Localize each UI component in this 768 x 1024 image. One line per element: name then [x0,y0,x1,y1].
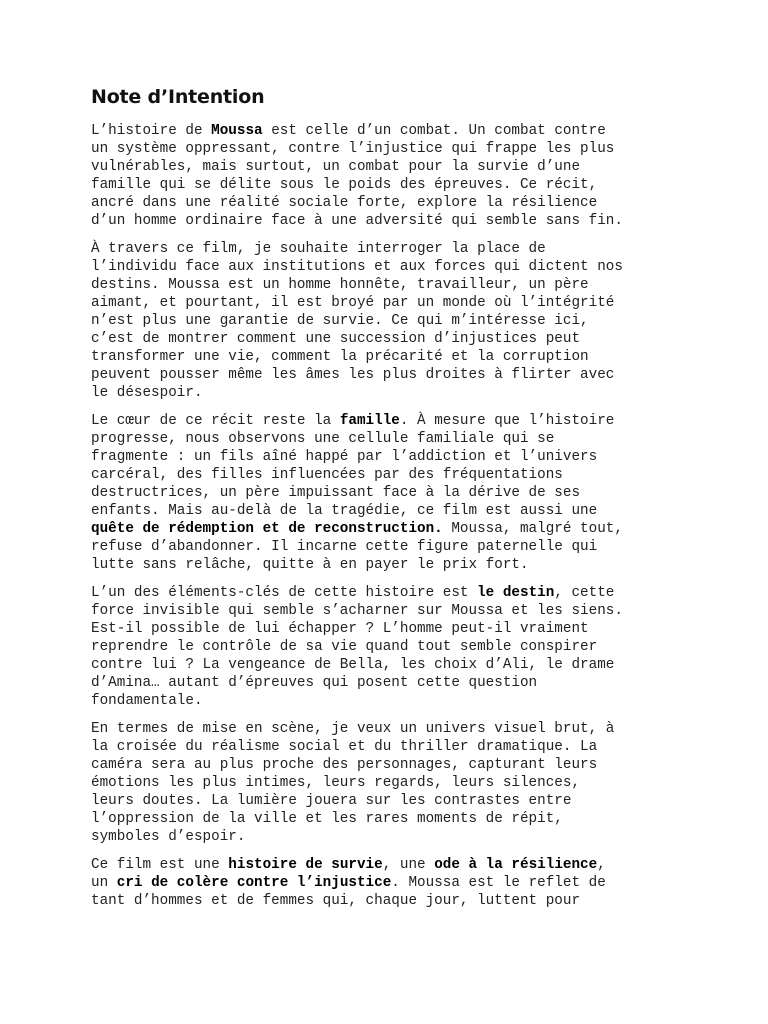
bold-text: ode à la résilience [434,857,598,873]
text-run: aimant, et pourtant, il est broyé par un monde où l’intégrité [91,295,615,311]
text-run: reprendre le contrôle de sa vie quand tout semble conspirer [91,639,598,655]
text-run: fragmente : un fils aîné happé par l’addiction et l’univers [91,449,598,465]
text-run: carcéral, des filles influencées par des fréquentations [91,467,563,483]
text-run: transformer une vie, comment la précarité et la corruption [91,349,589,365]
text-run: contre lui ? La vengeance de Bella, les choix d’Ali, le drame [91,657,615,673]
text-run: force invisible qui semble s’acharner sur Moussa et les siens. [91,603,623,619]
text-run: Moussa, malgré tout, [442,521,623,537]
paragraph [91,720,691,846]
text-run: L’histoire de [91,123,212,139]
text-run: , [597,857,606,873]
text-run: d’Amina… autant d’épreuves qui posent cette question [91,675,538,691]
text-run: famille qui se délite sous le poids des épreuves. Ce récit, [91,177,598,193]
bold-text: famille [339,413,400,429]
text-run: peuvent pousser même les âmes les plus droites à flirter avec [91,367,615,383]
page-title: Note d’Intention [91,86,265,108]
bold-text: histoire de survie [228,857,383,873]
text-run: Le cœur de ce récit reste la [91,413,340,429]
text-run: destins. Moussa est un homme honnête, travailleur, un père [91,277,589,293]
text-run: c’est de montrer comment une succession d’injustices peut [91,331,581,347]
text-run: . Moussa est le reflet de [391,875,606,891]
text-run: l’oppression de la ville et les rares moments de répit, [91,811,563,827]
text-run: le désespoir. [91,385,203,401]
paragraph [91,412,691,574]
text-run: lutte sans relâche, quitte à en payer le prix fort. [91,557,529,573]
text-run: , cette [554,585,615,601]
text-run: symboles d’espoir. [91,829,246,845]
bold-text: quête de rédemption et de reconstruction. [91,521,443,537]
text-run: leurs doutes. La lumière jouera sur les contrastes entre [91,793,572,809]
text-run: Est-il possible de lui échapper ? L’homme peut-il vraiment [91,621,589,637]
document-body [91,122,691,920]
text-run: est celle d’un combat. Un combat contre [262,123,606,139]
text-run: progresse, nous observons une cellule familiale qui se [91,431,555,447]
text-run: n’est plus une garantie de survie. Ce qui m’intéresse ici, [91,313,589,329]
text-run: d’un homme ordinaire face à une adversité qui semble sans fin. [91,213,623,229]
text-run: ancré dans une réalité sociale forte, explore la résilience [91,195,598,211]
text-run: caméra sera au plus proche des personnages, capturant leurs [91,757,598,773]
text-run: la croisée du réalisme social et du thriller dramatique. La [91,739,598,755]
text-run: enfants. Mais au-delà de la tragédie, ce film est aussi une [91,503,598,519]
paragraph [91,240,691,402]
bold-text: Moussa [211,123,263,139]
paragraph [91,584,691,710]
text-run: l’individu face aux institutions et aux forces qui dictent nos [91,259,623,275]
text-run: émotions les plus intimes, leurs regards, leurs silences, [91,775,581,791]
text-run: vulnérables, mais surtout, un combat pour la survie d’une [91,159,581,175]
text-run: , une [382,857,435,873]
paragraph [91,856,691,910]
text-run: un système oppressant, contre l’injustice qui frappe les plus [91,141,615,157]
text-run: En termes de mise en scène, je veux un univers visuel brut, à [91,721,615,737]
text-run: L’un des éléments-clés de cette histoire est [91,585,478,601]
text-run: fondamentale. [91,693,203,709]
text-run: tant d’hommes et de femmes qui, chaque jour, luttent pour [91,893,581,909]
text-run: destructrices, un père impuissant face à la dérive de ses [91,485,581,501]
bold-text: cri de colère contre l’injustice [116,875,392,891]
text-run: . À mesure que l’histoire [399,413,615,429]
text-run: À travers ce film, je souhaite interroger la place de [91,241,546,257]
text-run: un [91,875,117,891]
paragraph [91,122,691,230]
text-run: Ce film est une [91,857,229,873]
bold-text: le destin [477,585,555,601]
text-run: refuse d’abandonner. Il incarne cette figure paternelle qui [91,539,598,555]
